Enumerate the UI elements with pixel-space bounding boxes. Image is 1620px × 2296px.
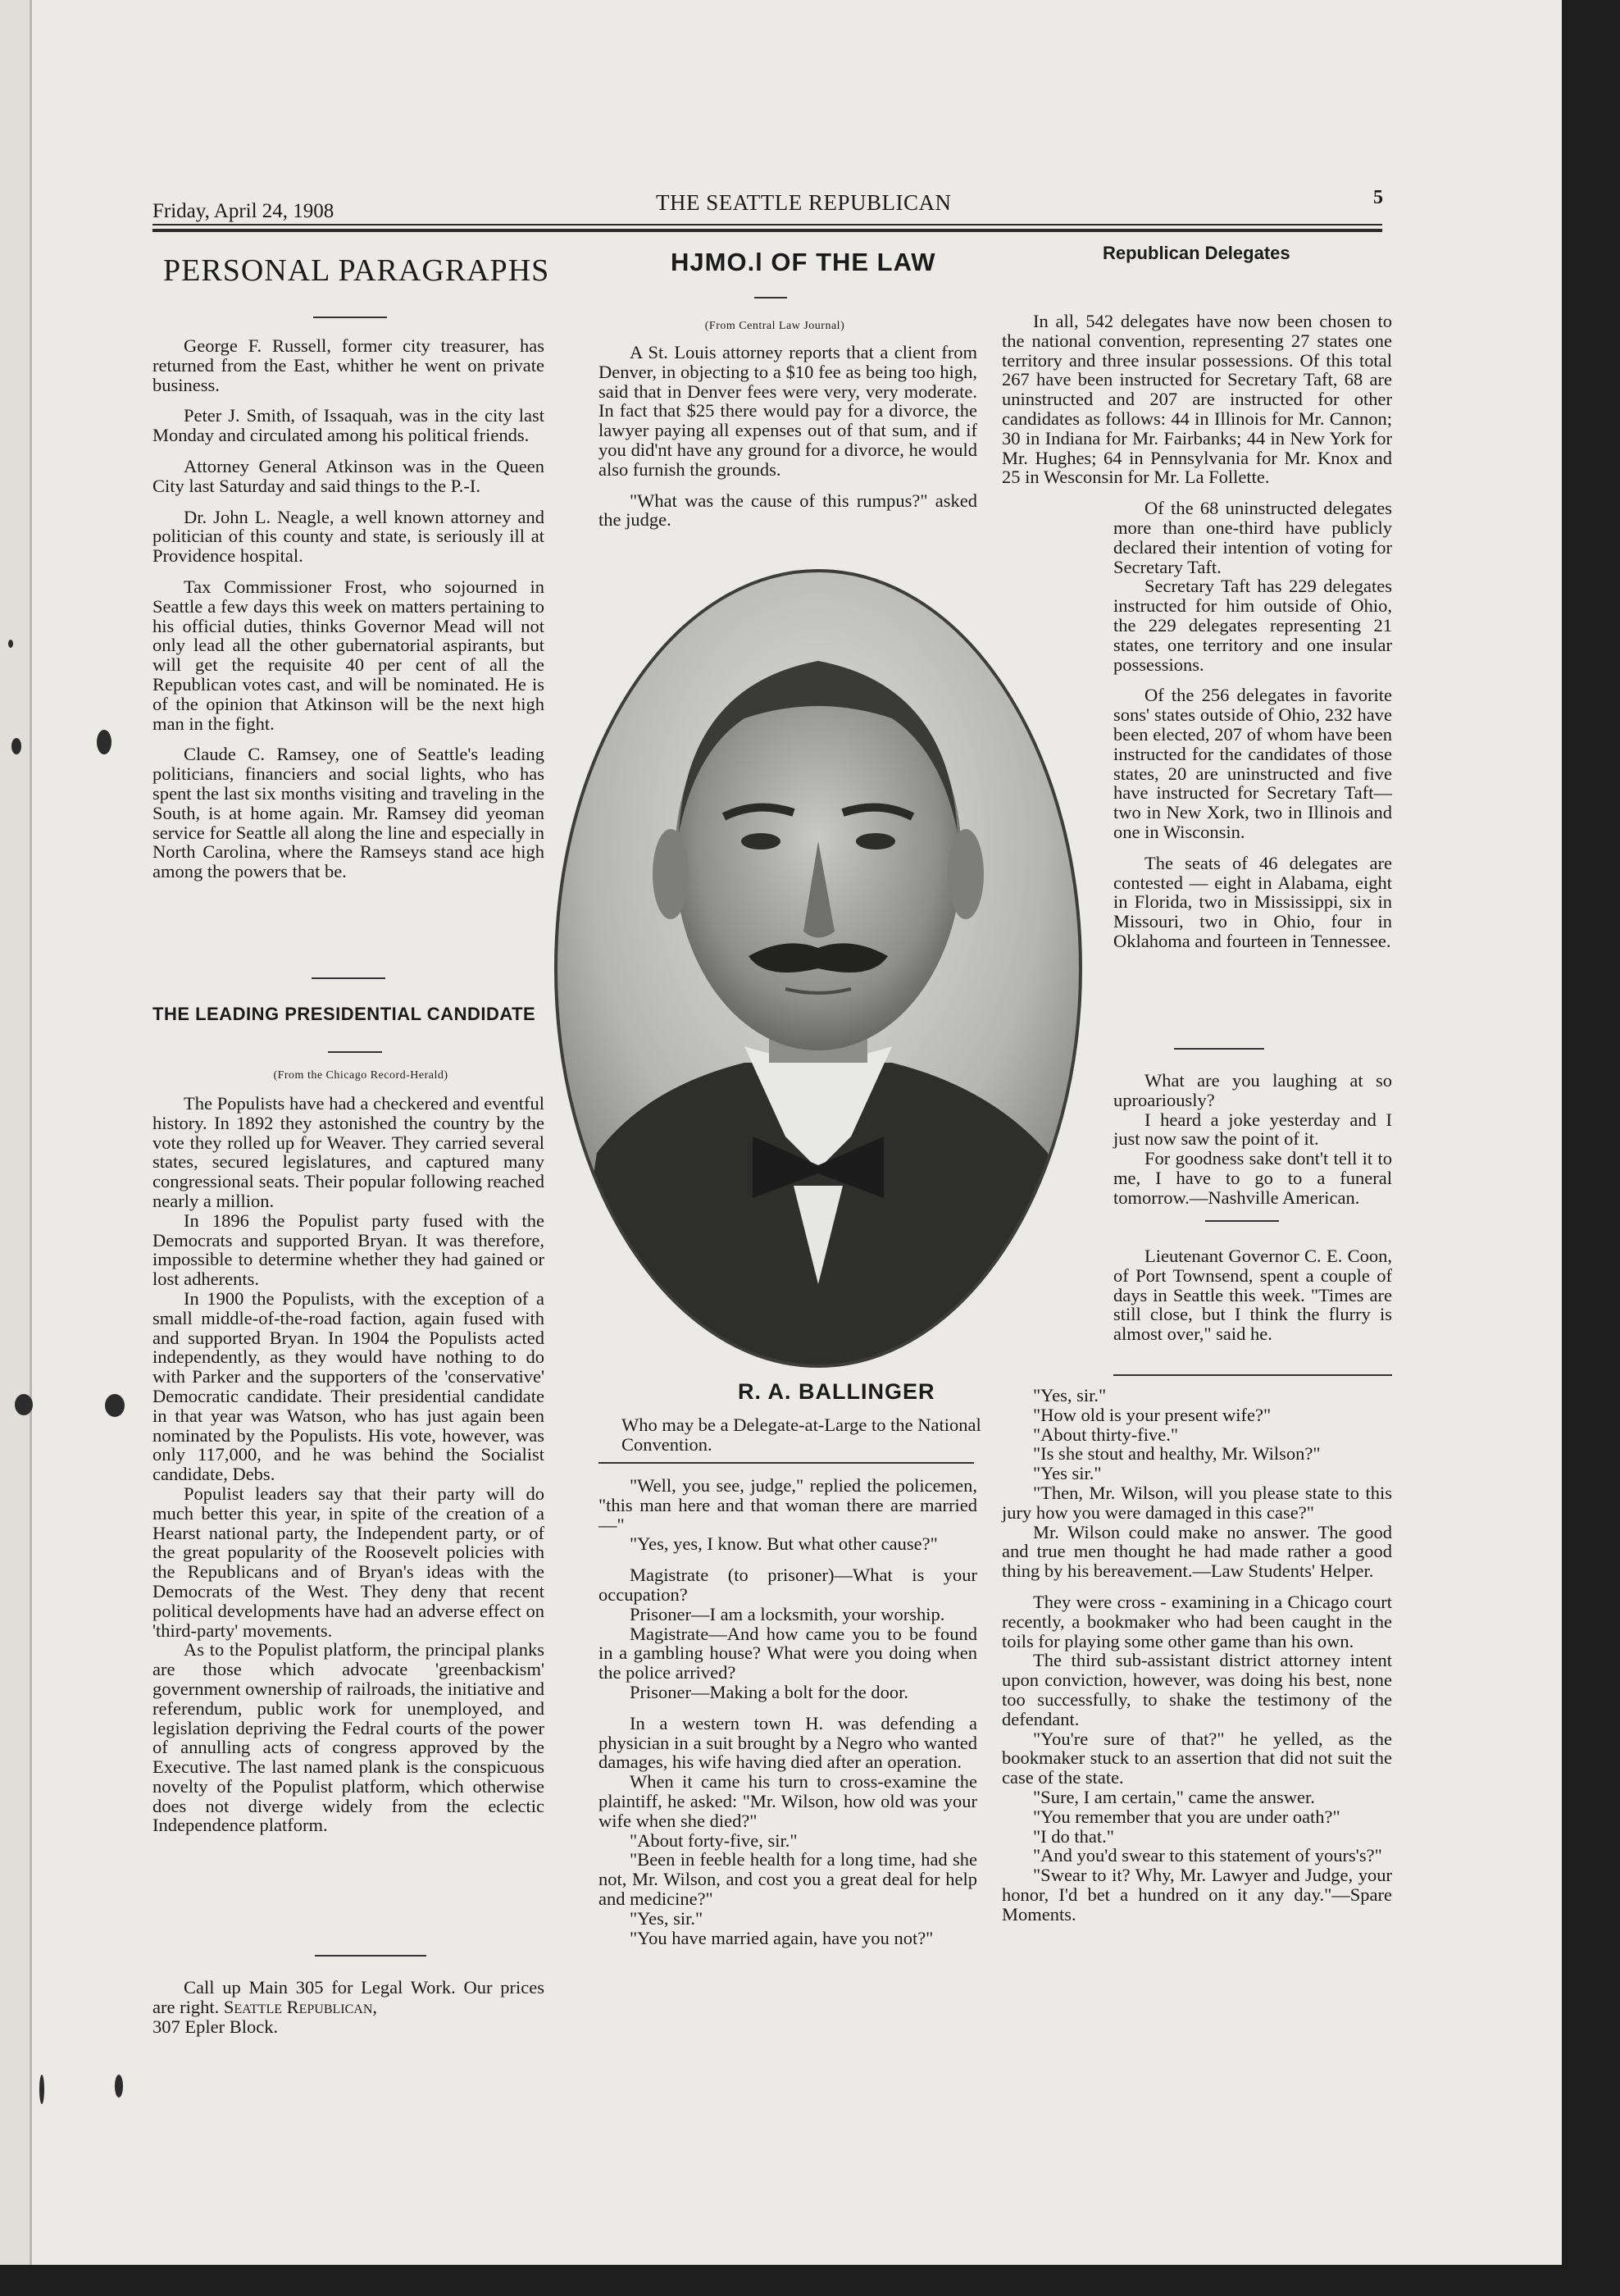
section-rule bbox=[315, 1955, 426, 1957]
joke-column bbox=[1113, 1071, 1392, 1208]
paragraph: "I do that." bbox=[1033, 1825, 1114, 1847]
paragraph: In 1900 the Populists, with the exception of a small middle-of-the-road faction, again fused with and supported Bryan. In 1904 the Populists acted independently, as they would have nothing to do with Parker and the supporters of the 'conservative' Democratic candidate. Their presidential candidate in that year was Watson, who has just again been nominated by the Populists. His vote, however, was only 117,000, and he was behind the Socialist candidate, Debs. bbox=[152, 1287, 544, 1485]
delegates-heading: Republican Delegates bbox=[1103, 243, 1290, 263]
paragraph: Peter J. Smith, of Issaquah, was in the city last Monday and circulated among his political friends. bbox=[152, 405, 544, 446]
ink-blot bbox=[39, 2075, 44, 2104]
paragraph: "Is she stout and healthy, Mr. Wilson?" bbox=[1033, 1443, 1321, 1465]
paragraph: "You remember that you are under oath?" bbox=[1033, 1806, 1340, 1827]
paragraph: "Swear to it? Why, Mr. Lawyer and Judge, your honor, I'd bet a hundred on it any day."—Spare Moments. bbox=[1002, 1865, 1392, 1925]
page-fold-margin bbox=[0, 0, 30, 2265]
issue-date: Friday, April 24, 1908 bbox=[152, 200, 334, 222]
humor-source: (From Central Law Journal) bbox=[704, 320, 845, 332]
paragraph: "About forty-five, sir." bbox=[630, 1829, 798, 1851]
paragraph: "Yes, yes, I know. But what other cause?" bbox=[630, 1533, 938, 1555]
ink-blot bbox=[8, 640, 13, 648]
paragraph: Prisoner—Making a bolt for the door. bbox=[630, 1681, 908, 1702]
paragraph: "Yes sir." bbox=[1033, 1463, 1102, 1484]
section-rule bbox=[312, 977, 385, 979]
paragraph: In a western town H. was defending a physician in a suit brought by a Negro who wanted damages, his wife having died after an operation. bbox=[598, 1712, 977, 1773]
paragraph: Tax Commissioner Frost, who sojourned in Seattle a few days this week on matters pertaining to his official duties, thinks Governor Mead will not only lead all the other gubernatorial aspirants, but will get the requisite 40 per cent of all the Republican votes cast, and will be nominated. He is of the opinion that Atkinson will be the next high man in the fight. bbox=[152, 576, 544, 734]
humor-heading: HJMO.l OF THE LAW bbox=[671, 248, 936, 276]
ink-blot bbox=[97, 730, 111, 754]
section-rule bbox=[1205, 1220, 1279, 1222]
paragraph: "Been in feeble health for a long time, had she not, Mr. Wilson, and cost you a great deal for help and medicine?" bbox=[598, 1849, 977, 1909]
paragraph: Dr. John L. Neagle, a well known attorney and politician of this county and state, is seriously ill at Providence hospital. bbox=[152, 506, 544, 567]
paragraph: For goodness sake dont't tell it to me, I have to go to a funeral tomorrow.—Nashville American. bbox=[1113, 1148, 1392, 1208]
ad-address: 307 Epler Block. bbox=[152, 2016, 279, 2037]
paragraph: I heard a joke yesterday and I just now saw the point of it. bbox=[1113, 1109, 1392, 1150]
legal-ad bbox=[152, 1978, 544, 2036]
paragraph: "You're sure of that?" he yelled, as the bookmaker stuck to an assertion that did not suit the case of the state. bbox=[1002, 1728, 1392, 1788]
paragraph: Prisoner—I am a locksmith, your worship. bbox=[630, 1603, 945, 1624]
newspaper-title: THE SEATTLE REPUBLICAN bbox=[656, 190, 952, 215]
court-stories-column bbox=[598, 1476, 977, 1947]
paragraph: Lieutenant Governor C. E. Coon, of Port Townsend, spent a couple of days in Seattle this week. "Times are still close, but I think the flurry is almost over," said he. bbox=[1113, 1246, 1392, 1345]
paragraph: As to the Populist platform, the principal planks are those which advocate 'greenbackism' government ownership of railroads, the initiative and referendum, public work for unemployed, and legislation depriving the Fedral courts of the power of annulling acts of congress approved by the Executive. The last named plank is the conspicuous novelty of the Populist platform, which otherwise does not diverge widely from the eclectic Independence platform. bbox=[152, 1639, 544, 1836]
leading-source: (From the Chicago Record-Herald) bbox=[273, 1069, 448, 1082]
page-fold-line bbox=[30, 0, 32, 2265]
section-rule bbox=[1174, 1048, 1264, 1050]
masthead-rule bbox=[152, 224, 1382, 226]
portrait-name: R. A. BALLINGER bbox=[738, 1379, 935, 1404]
paragraph: "Well, you see, judge," replied the policemen, "this man here and that woman there are married—" bbox=[598, 1475, 977, 1535]
paragraph: "How old is your present wife?" bbox=[1033, 1404, 1272, 1425]
humor-column bbox=[598, 343, 977, 530]
paragraph: The Populists have had a checkered and eventful history. In 1892 they astonished the country by the vote they rolled up for Weaver. They carried several states, secured legislatures, and captured many congressional seats. Their popular following reached nearly a million. bbox=[152, 1093, 544, 1211]
paragraph: Attorney General Atkinson was in the Queen City last Saturday and said things to the P.-I. bbox=[152, 455, 544, 496]
paragraph: Of the 68 uninstructed delegates more than one-third have publicly declared their intention of voting for Secretary Taft. bbox=[1113, 498, 1392, 577]
paragraph: "Yes, sir." bbox=[1033, 1385, 1107, 1405]
ad-line bbox=[152, 1978, 544, 2017]
paragraph: Mr. Wilson could make no answer. The good and true men thought he had made rather a good thing by his bereavement.—Law Students' Helper. bbox=[1002, 1521, 1392, 1582]
section-rule bbox=[328, 1051, 382, 1053]
personal-heading: PERSONAL PARAGRAPHS bbox=[163, 253, 550, 288]
delegates-indented bbox=[1113, 499, 1392, 951]
section-rule bbox=[1113, 1374, 1392, 1376]
paragraph: The seats of 46 delegates are contested — eight in Alabama, eight in Florida, two in Mississippi, six in Missouri, two in Ohio, four in Oklahoma and fourteen in Tennessee. bbox=[1113, 852, 1392, 951]
paragraph: Of the 256 delegates in favorite sons' states outside of Ohio, 232 have been elected, 207 of whom have been instructed for the candidates of those states, 20 are uninstructed and five have instructed for Secretary Taft—two in New Xork, two in Illinois and one in Wisconsin. bbox=[1113, 685, 1392, 842]
paragraph: "Then, Mr. Wilson, will you please state to this jury how you were damaged in this case?" bbox=[1002, 1482, 1392, 1523]
ink-blot bbox=[11, 738, 21, 754]
paragraph: When it came his turn to cross-examine the plaintiff, he asked: "Mr. Wilson, how old was your wife when she died?" bbox=[598, 1771, 977, 1831]
portrait-caption bbox=[621, 1415, 982, 1455]
paragraph: They were cross - examining in a Chicago court recently, a bookmaker who had been caught in the toils for playing some other game than his own. bbox=[1002, 1591, 1392, 1651]
paragraph: What are you laughing at so uproariously? bbox=[1113, 1070, 1392, 1110]
paragraph: In 1896 the Populist party fused with the Democrats and supported Bryan. It was therefore, impossible to determine whether they had gained or lost adherents. bbox=[152, 1210, 544, 1290]
leading-column bbox=[152, 1094, 544, 1835]
leading-candidate-heading: THE LEADING PRESIDENTIAL CANDIDATE bbox=[152, 1004, 536, 1024]
masthead-rule-thick bbox=[152, 229, 1382, 232]
paragraph: "What was the cause of this rumpus?" asked the judge. bbox=[598, 490, 977, 531]
caption-text: Who may be a Delegate-at-Large to the National Convention. bbox=[621, 1414, 981, 1455]
ad-text: Call up Main 305 for Legal Work. Our prices are right. bbox=[152, 1977, 544, 2017]
ink-blot bbox=[115, 2075, 123, 2098]
paragraph: "About thirty-five." bbox=[1033, 1424, 1179, 1445]
delegates-column bbox=[1002, 312, 1392, 963]
ink-blot bbox=[105, 1394, 125, 1417]
paragraph: "And you'd swear to this statement of yours's?" bbox=[1033, 1845, 1382, 1866]
section-rule bbox=[598, 1462, 974, 1464]
paragraph: "Yes, sir." bbox=[630, 1907, 703, 1929]
paragraph: "Sure, I am certain," came the answer. bbox=[1033, 1786, 1315, 1807]
paragraph: Claude C. Ramsey, one of Seattle's leading politicians, financiers and social lights, who has spent the last six months visiting and traveling in the South, is at home again. Mr. Ramsey did yeoman service for Seattle all along the line and especially in North Carolina, where the Ramseys stand ace high among the powers that be. bbox=[152, 744, 544, 882]
coon-column bbox=[1113, 1246, 1392, 1344]
ad-name: Seattle Republican, bbox=[223, 1996, 378, 2017]
paragraph: Magistrate—And how came you to be found in a gambling house? What were you doing when the police arrived? bbox=[598, 1623, 977, 1683]
section-rule bbox=[754, 297, 787, 298]
personal-column bbox=[152, 336, 544, 893]
wilson-column bbox=[1002, 1386, 1392, 1925]
ink-blot bbox=[15, 1394, 33, 1415]
paragraph: Populist leaders say that their party will do much better this year, in spite of the creation of a Hearst national party, the Independent party, or of the great popularity of the Roosevelt policies with the Republicans and of Bryan's ideas with the Democrats of the West. They deny that recent political developments have had an adverse effect on 'third-party' movements. bbox=[152, 1483, 544, 1641]
paragraph: Magistrate (to prisoner)—What is your occupation? bbox=[598, 1565, 977, 1605]
section-rule bbox=[313, 317, 387, 318]
paragraph: The third sub-assistant district attorney intent upon conviction, however, was doing his best, none too successfully, to shake the testimony of the defendant. bbox=[1002, 1650, 1392, 1729]
page-number: 5 bbox=[1373, 187, 1383, 208]
paragraph: Secretary Taft has 229 delegates instructed for him outside of Ohio, the 229 delegates representing 21 states, one territory and one insular possessions. bbox=[1113, 576, 1392, 675]
paragraph: "You have married again, have you not?" bbox=[630, 1927, 934, 1948]
paragraph: In all, 542 delegates have now been chosen to the national convention, representing 27 states one territory and three insular possessions. Of this total 267 have been instructed for Secretary Taft, 68 are uninstructed and 207 are instructed for other candidates as follows: 44 in Illinois for Mr. Cannon; 30 in Indiana for Mr. Fairbanks; 44 in New York for Mr. Hughes; 64 in Pennsylvania for Mr. Knox and 25 in Wesconsin for Mr. La Follette. bbox=[1002, 311, 1392, 488]
paragraph: A St. Louis attorney reports that a client from Denver, in objecting to a $10 fee as being too high, said that in Denver fees were very, very moderate. In fact that $25 there would pay for a divorce, the lawyer paying all expenses out of that sum, and if you did'nt have any ground for a divorce, he would also furnish the grounds. bbox=[598, 342, 977, 480]
paragraph: George F. Russell, former city treasurer, has returned from the East, whither he went on private business. bbox=[152, 335, 544, 395]
